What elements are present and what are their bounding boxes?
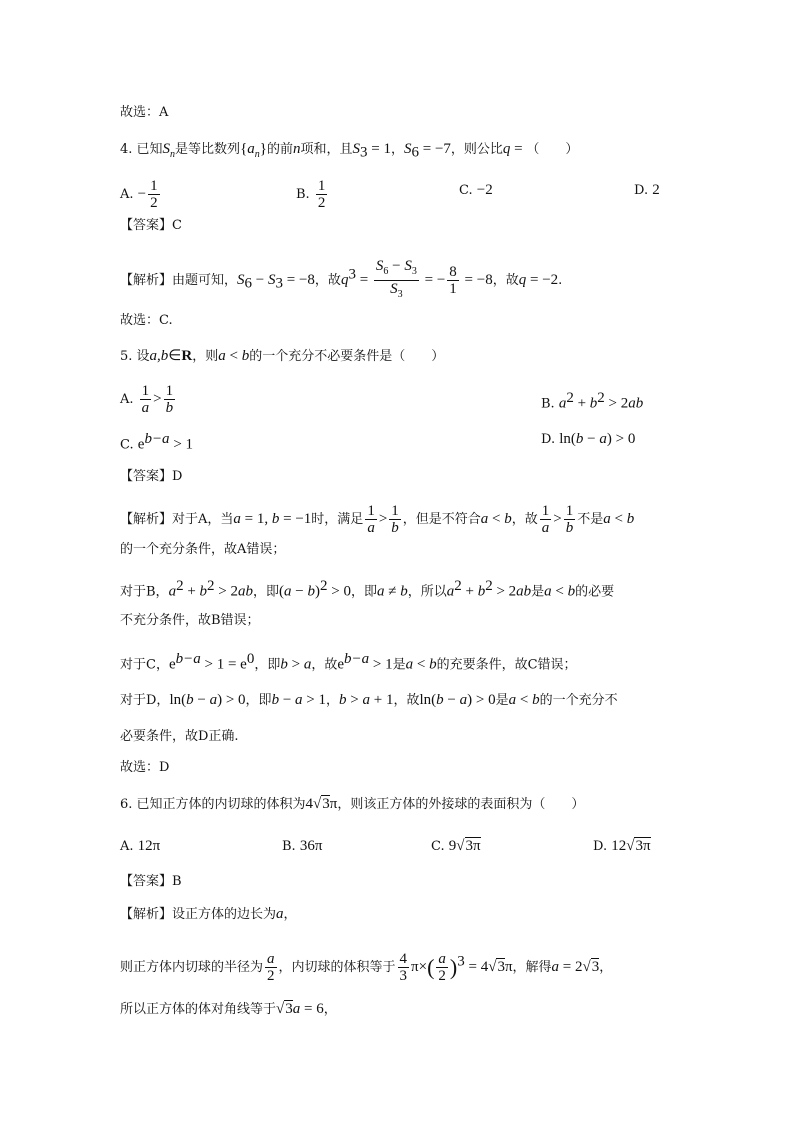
selection-d: 故选：D <box>120 760 170 775</box>
q6-option-c: C. 9√3π <box>431 838 481 854</box>
q5-stem: 5. 设a,b∈R，则a < b的一个充分不必要条件是（ ） <box>120 348 445 364</box>
q5-option-c: C. $e^{b-a} > 1$ <box>120 431 194 453</box>
q5-analysis-d: 对于D，ln(b − a) > 0，即b − a > 1，b > a + 1，故ln(b − a) > 0是a < b的一个充分不 <box>120 692 618 708</box>
q4-option-d: D. 2 <box>634 182 660 198</box>
q5-analysis-a-cont: 的一个充分条件，故A错误； <box>120 542 286 557</box>
q4-answer: 【答案】C <box>120 218 182 233</box>
q6-stem: 6. 已知正方体的内切球的体积为4√3π，则该正方体的外接球的表面积为（ ） <box>120 796 585 812</box>
q6-option-d: D. 12√3π <box>593 838 651 854</box>
q5-option-b: B. $a^2 + b^2 > 2ab$ <box>541 390 644 412</box>
q5-analysis-a: 【解析】对于A，当a = 1, b = −1时，满足 $\frac{1}{a}$ > $\frac{1}{b}$ ，但是不符合a < b，故 $\frac{1}{a}$ > $\frac{1}{b}$ 不是a < b <box>120 503 635 536</box>
q6-analysis-line2: 则正方体内切球的半径为 $\frac{a}{2}$ ，内切球的体积等于 $\frac{4}{3}$ π×( $\frac{a}{2}$ )$^3$ = 4√3π，解得a = 2√3， <box>120 951 613 984</box>
q4-option-a: A. − $\frac{1}{2}$ <box>120 178 158 211</box>
q6-answer: 【答案】B <box>120 874 182 889</box>
q4-option-c: C. −2 <box>459 182 493 198</box>
q4-analysis: 【解析】由题可知，$S_6 - S_3 = -8$，故$q^3$ = $\frac{S_6 - S_3}{S_3}$ = − $\frac{8}{1}$ = −8，故q = −2. <box>120 258 563 300</box>
q5-option-a: A. $\frac{1}{a}$ > $\frac{1}{b}$ <box>120 383 174 416</box>
q6-analysis: 【解析】设正方体的边长为a， <box>120 906 297 922</box>
selection-a: 故选：A <box>120 105 169 120</box>
selection-c: 故选：C. <box>120 313 173 328</box>
q4-stem: 4. 已知$S_n$是等比数列$\{a_n\}$的前n项和，且$S_3 = 1$，$S_6 = -7$，则公比q = （ ） <box>120 141 579 161</box>
q5-analysis-b: 对于B，$a^2 + b^2 > 2ab$，即$(a - b)^2 > 0$，即a ≠ b，所以$a^2 + b^2 > 2ab$是a < b的必要 <box>120 578 615 600</box>
q6-option-a: A. 12π <box>120 838 161 854</box>
q6-option-b: B. 36π <box>282 838 323 854</box>
q5-answer: 【答案】D <box>120 469 183 484</box>
q5-option-d: D. ln(b − a) > 0 <box>541 431 636 447</box>
q4-option-b: B. $\frac{1}{2}$ <box>296 178 326 211</box>
q5-analysis-b-cont: 不充分条件，故B错误； <box>120 613 260 628</box>
q5-analysis-c: 对于C，$e^{b-a} > 1 = e^0$，即b > a，故$e^{b-a} > 1$是a < b的充要条件，故C错误； <box>120 651 577 673</box>
q6-analysis-line3: 所以正方体的体对角线等于√3a = 6， <box>120 1001 337 1017</box>
q5-analysis-d-cont: 必要条件，故D正确. <box>120 729 239 744</box>
